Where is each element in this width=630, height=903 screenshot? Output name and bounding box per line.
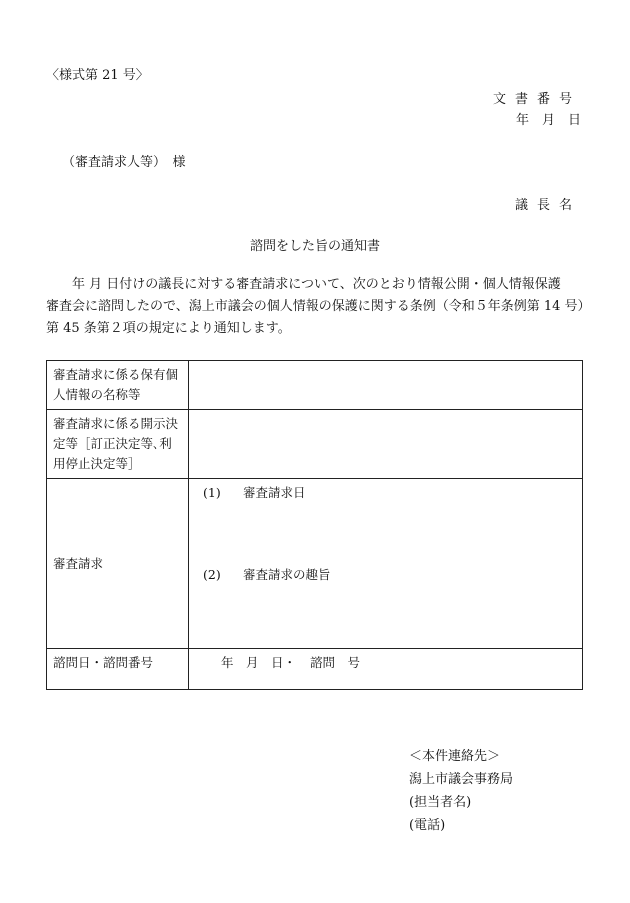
notice-table [46,360,583,690]
item-number: (2) [203,567,221,582]
review-purpose-item [195,565,576,585]
row-value-review-request [189,479,583,649]
table-row [47,361,583,410]
table-row [47,649,583,690]
row-value-disclosure-decision [189,410,583,479]
item-number: (1) [203,485,221,500]
spacer [195,503,576,565]
contact-phone: (電話) [409,818,446,833]
contact-person: (担当者名) [409,795,472,810]
row-label-inquiry-date: 諮問日・諮問番号 [47,649,189,690]
row-value-inquiry-date [189,649,583,690]
chair-name-label: 議長名 [514,198,581,213]
body-text [46,274,591,340]
table-row [47,479,583,649]
item-text: 審査請求日 [243,485,306,500]
body-line-1: 年 月 日付けの議長に対する審査請求について、次のとおり情報公開・個人情報保護 [72,277,561,292]
item-text: 審査請求の趣旨 [243,567,331,582]
contact-block [409,745,513,837]
body-line-2: 審査会に諮問したので、潟上市議会の個人情報の保護に関する条例（令和５年条例第 14 号） [46,299,591,314]
form-number: 〈様式第 21 号〉 [46,68,149,83]
body-line-3: 第 45 条第２項の規定により通知します。 [46,321,291,336]
addressee: （審査請求人等） 様 [62,155,186,170]
document-number-label: 文書番号 [492,92,581,107]
contact-office: 潟上市議会事務局 [409,772,514,787]
contact-heading: ＜本件連絡先＞ [409,749,501,764]
row-label-personal-info: 審査請求に係る保有個人情報の名称等 [47,361,189,410]
inquiry-date-value: 年 月 日・ 諮問 号 [221,655,360,670]
row-label-disclosure-decision: 審査請求に係る開示決定等［訂正決定等､利用停止決定等］ [47,410,189,479]
table-row [47,410,583,479]
document-title: 諮問をした旨の通知書 [249,239,380,254]
row-value-personal-info [189,361,583,410]
date-label: 年 月 日 [515,113,581,128]
review-date-item [195,483,576,503]
row-label-review-request: 審査請求 [47,479,189,649]
